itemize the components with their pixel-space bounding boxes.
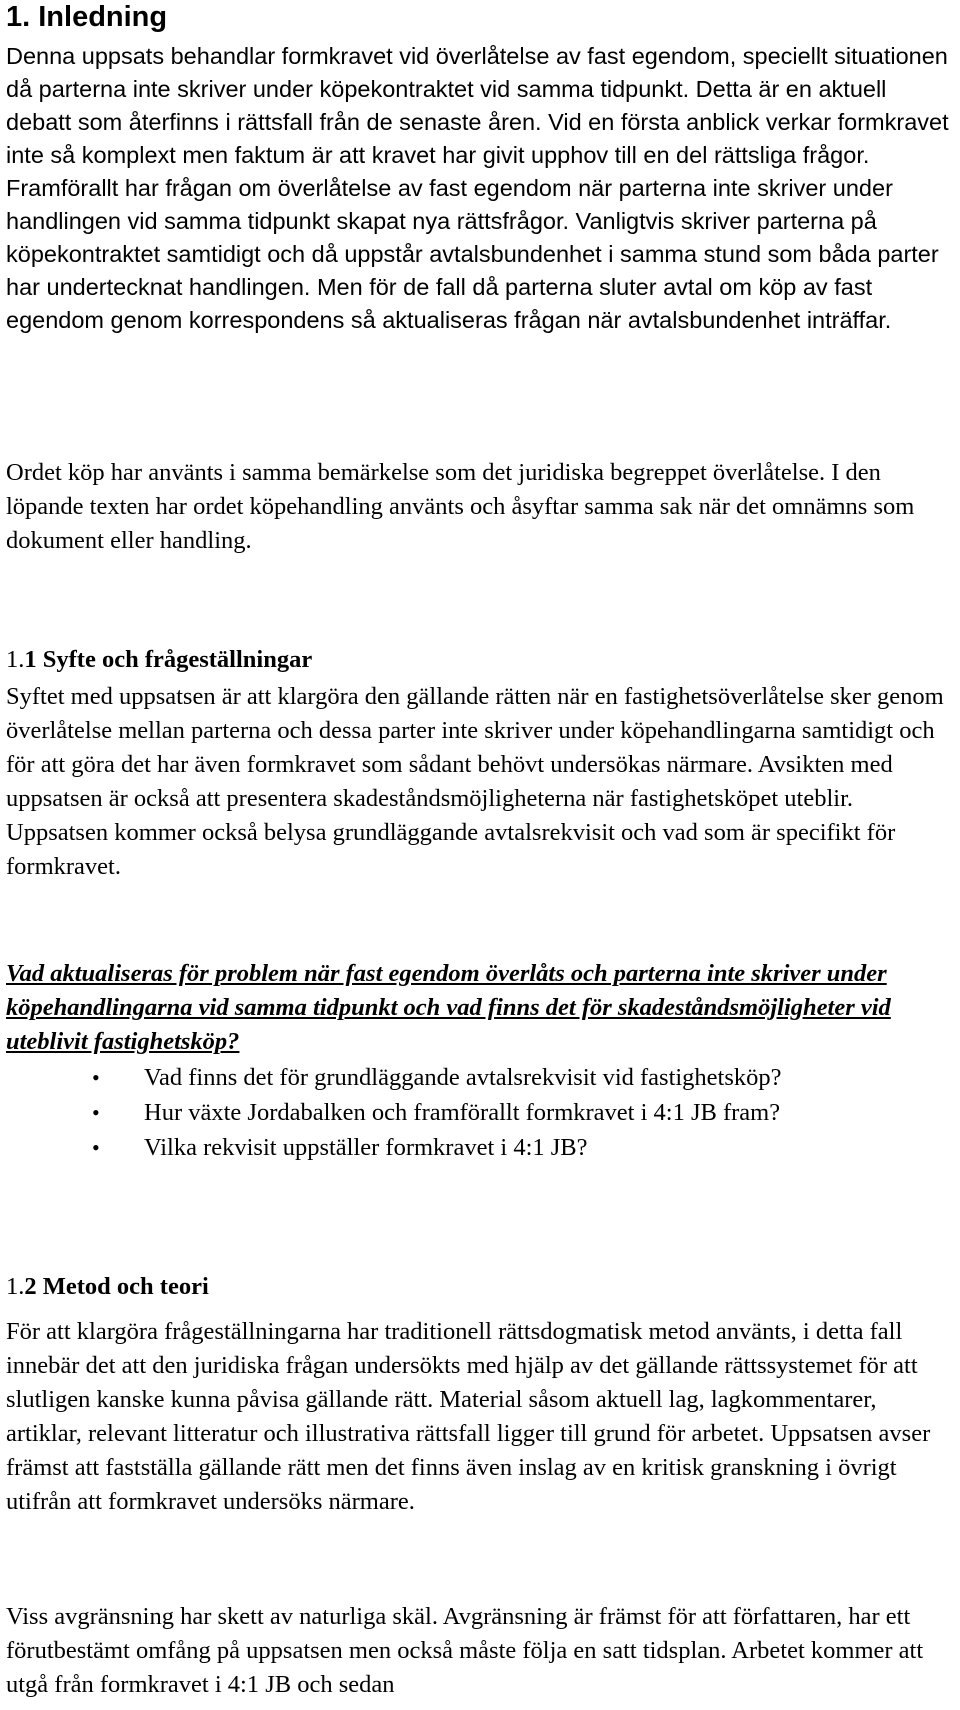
intro-paragraph-2: Ordet köp har använts i samma bemärkelse som det juridiska begreppet överlåtelse. I den löpande texten har ordet köpehandling använts och åsyftar samma sak när det omnämns som dokument eller handling.	[6, 459, 915, 554]
list-item	[6, 1130, 956, 1165]
sub-questions-list	[6, 1060, 956, 1165]
list-item-text: Vilka rekvisit uppställer formkravet i 4:1 JB?	[144, 1134, 588, 1161]
bullet-icon: •	[92, 1135, 100, 1160]
list-item	[6, 1060, 956, 1095]
section-number: 1.	[6, 646, 25, 673]
section-1-1-heading	[6, 643, 312, 677]
section-1-1-paragraph: Syftet med uppsatsen är att klargöra den gällande rätten när en fastighetsöverlåtelse sker genom överlåtelse mellan parterna och dessa parter inte skriver under köpehandlingarna samtidigt och för att göra det har även formkravet som sådant behövt undersökas närmare. Avsikten med uppsatsen är också att presentera skadeståndsmöjligheterna när fastighetsköpet uteblir. Uppsatsen kommer också belysa grundläggande avtalsrekvisit och vad som är specifikt för formkravet.	[6, 683, 944, 880]
chapter-heading: 1. Inledning	[6, 1, 168, 33]
list-item-text: Hur växte Jordabalken och framförallt formkravet i 4:1 JB fram?	[144, 1099, 781, 1126]
list-item	[6, 1095, 956, 1130]
bullet-icon: •	[92, 1065, 100, 1090]
section-title: 1 Syfte och frågeställningar	[24, 646, 313, 673]
section-1-2-heading	[6, 1270, 209, 1304]
bullet-icon: •	[92, 1100, 100, 1125]
research-question: Vad aktualiseras för problem när fast egendom överlåts och parterna inte skriver under köpehandlingarna vid samma tidpunkt och vad finns det för skadeståndsmöjligheter vid uteblivit fastighetsköp?	[6, 960, 891, 1055]
intro-paragraph-1: Denna uppsats behandlar formkravet vid överlåtelse av fast egendom, speciellt situationen då parterna inte skriver under köpekontraktet vid samma tidpunkt. Detta är en aktuell debatt som återfinns i rättsfall från de senaste åren. Vid en första anblick verkar formkravet inte så komplext men faktum är att kravet har givit upphov till en del rättsliga frågor. Framförallt har frågan om överlåtelse av fast egendom när parterna inte skriver under handlingen vid samma tidpunkt skapat nya rättsfrågor. Vanligtvis skriver parterna på köpekontraktet samtidigt och då uppstår avtalsbundenhet i samma stund som båda parter har undertecknat handlingen. Men för de fall då parterna sluter avtal om köp av fast egendom genom korrespondens så aktualiseras frågan när avtalsbundenhet inträffar.	[6, 43, 949, 333]
section-1-2-paragraph-1: För att klargöra frågeställningarna har traditionell rättsdogmatisk metod använts, i detta fall innebär det att den juridiska frågan undersökts med hjälp av det gällande rättssystemet för att slutligen kanske kunna påvisa gällande rätt. Material såsom aktuell lag, lagkommentarer, artiklar, relevant litteratur och illustrativa rättsfall ligger till grund för arbetet. Uppsatsen avser främst att fastställa gällande rätt men det finns även inslag av en kritisk granskning i övrigt utifrån att formkravet undersöks närmare.	[6, 1318, 931, 1515]
list-item-text: Vad finns det för grundläggande avtalsrekvisit vid fastighetsköp?	[144, 1064, 782, 1091]
section-1-2-paragraph-2: Viss avgränsning har skett av naturliga skäl. Avgränsning är främst för att författaren, har ett förutbestämt omfång på uppsatsen men också måste följa en satt tidsplan. Arbetet kommer att utgå från formkravet i 4:1 JB och sedan	[6, 1603, 924, 1698]
section-title: 2 Metod och teori	[24, 1273, 209, 1300]
section-number: 1.	[6, 1273, 25, 1300]
